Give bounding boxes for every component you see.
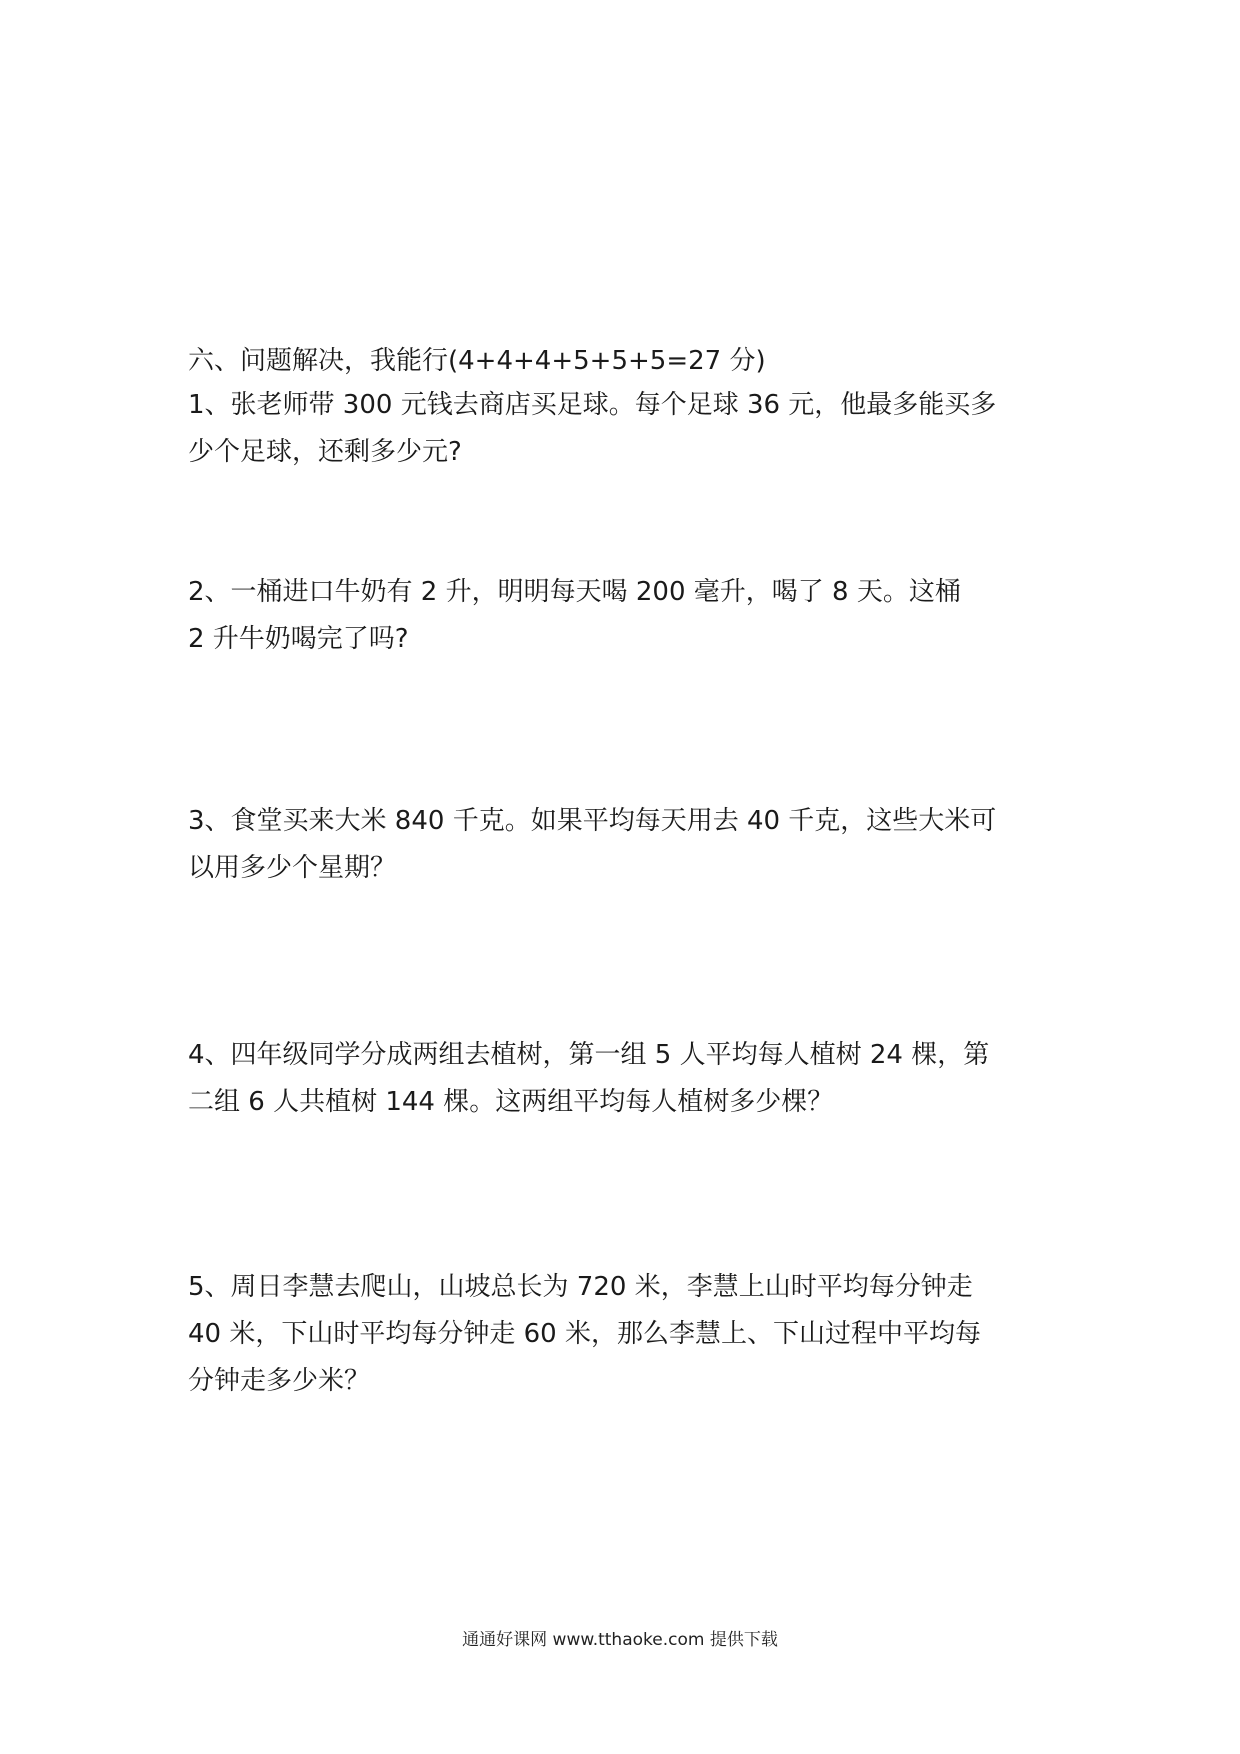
question-1-line-2: 少个足球，还剩多少元?	[188, 437, 462, 467]
section-title: 六、问题解决，我能行(4+4+4+5+5+5=27 分)	[188, 346, 766, 376]
question-5-line-2: 40 米，下山时平均每分钟走 60 米，那么李慧上、下山过程中平均每	[188, 1319, 981, 1349]
question-4-line-2: 二组 6 人共植树 144 棵。这两组平均每人植树多少棵？	[188, 1087, 834, 1117]
question-4	[188, 1032, 1068, 1126]
question-5-line-3: 分钟走多少米？	[188, 1366, 371, 1396]
question-1-line-1: 1、张老师带 300 元钱去商店买足球。每个足球 36 元，他最多能买多	[188, 390, 997, 420]
question-2-line-2: 2 升牛奶喝完了吗?	[188, 624, 409, 654]
question-5-line-1: 5、周日李慧去爬山，山坡总长为 720 米，李慧上山时平均每分钟走	[188, 1272, 973, 1302]
question-2	[188, 569, 1068, 663]
question-4-line-1: 4、四年级同学分成两组去植树，第一组 5 人平均每人植树 24 棵，第	[188, 1040, 990, 1070]
footer-watermark: 通通好课网 www.tthaoke.com 提供下载	[462, 1630, 778, 1650]
question-3-line-1: 3、食堂买来大米 840 千克。如果平均每天用去 40 千克，这些大米可	[188, 806, 997, 836]
question-1	[188, 382, 1068, 476]
question-3-line-2: 以用多少个星期？	[188, 853, 397, 883]
question-2-line-1: 2、一桶进口牛奶有 2 升，明明每天喝 200 毫升，喝了 8 天。这桶	[188, 577, 961, 607]
question-3	[188, 798, 1068, 892]
question-5	[188, 1264, 1068, 1405]
